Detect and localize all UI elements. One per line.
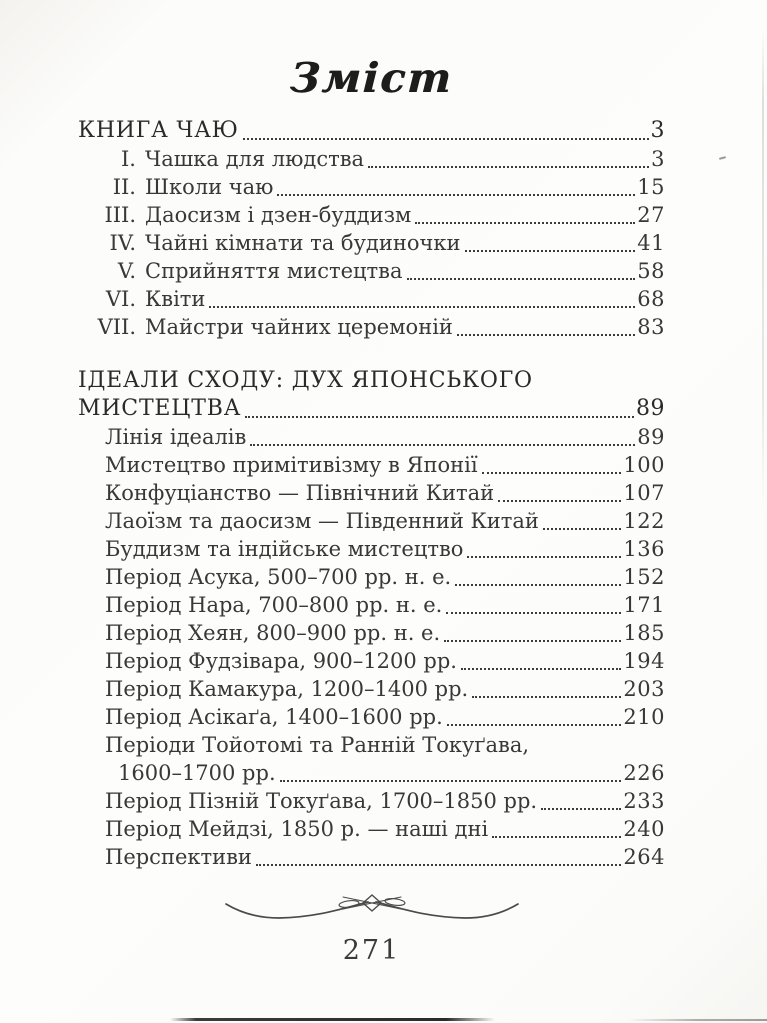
entry-label: Перспективи [105,845,252,870]
dot-leader [467,556,621,558]
entry-label: Майстри чайних церемоній [145,315,453,340]
entry-page-number: 226 [623,761,665,786]
entry-numeral: I. [121,147,136,172]
dot-leader [457,334,635,336]
toc-entry [105,479,665,507]
dot-leader [543,528,621,530]
dot-leader [209,306,635,308]
entry-page-number: 107 [623,481,665,506]
entry-label: Сприйняття мистецтва [145,259,403,284]
entry-label: Період Нара, 700–800 рр. н. е. [105,593,443,618]
toc-entry [105,507,665,535]
entry-numeral: IV. [109,231,136,256]
entry-numeral: VII. [97,315,136,340]
dot-leader [446,612,621,614]
toc-entry-wrapped-line2 [118,759,665,787]
entry-label: Лінія ідеалів [105,425,247,450]
toc-entry [105,703,665,731]
entry-label: Чашка для людства [145,147,365,172]
dot-leader [541,808,621,810]
dot-leader [415,222,635,224]
toc-entry [105,423,665,451]
entry-page-number: 203 [623,677,665,702]
entry-label: Період Фудзівара, 900–1200 рр. [105,649,457,674]
dot-leader [444,640,621,642]
toc-section-heading-line2 [78,395,665,423]
entry-page-number: 68 [637,287,665,312]
section-heading-label: КНИГА ЧАЮ [78,118,239,144]
entry-numeral: III. [104,203,136,228]
entry-label: Чайні кімнати та будиночки [145,231,461,256]
dot-leader [465,250,636,252]
dot-leader [245,416,634,418]
entry-label: Період Асука, 500–700 рр. н. е. [105,565,452,590]
entry-label: Період Камакура, 1200–1400 рр. [105,677,469,702]
section-page-number: 3 [650,118,665,144]
toc-entry [105,815,665,843]
toc-entry [78,145,665,173]
flourish-icon [222,889,522,929]
toc-entry-wrapped-line1: Періоди Тойотомі та Ранній Токуґава, [105,733,530,758]
entry-numeral: V. [117,259,136,284]
entry-page-number: 185 [623,621,665,646]
entry-label: Період Мейдзі, 1850 р. — наші дні [105,817,489,842]
dot-leader [368,166,649,168]
entry-page-number: 264 [623,845,665,870]
bottom-edge-line-right [628,1019,767,1021]
dot-leader [472,696,621,698]
entry-page-number: 233 [623,789,665,814]
entry-label: Буддизм та індійське мистецтво [105,537,464,562]
dot-leader [482,472,622,474]
entry-page-number: 3 [651,147,665,172]
folio-page-number: 271 [342,935,401,967]
entry-page-number: 122 [623,509,665,534]
toc-entry [105,647,665,675]
toc-entry [105,591,665,619]
entry-label: Період Пізній Токуґава, 1700–1850 рр. [105,789,538,814]
dot-leader [455,584,621,586]
toc-section-heading-line1: ІДЕАЛИ СХОДУ: ДУХ ЯПОНСЬКОГО [78,368,533,394]
dot-leader [250,444,635,446]
toc-entry [105,675,665,703]
toc-entry [78,285,665,313]
toc-entry [105,619,665,647]
toc-entry [78,173,665,201]
toc-entry [78,229,665,257]
entry-page-number: 89 [637,425,665,450]
toc-entry [78,201,665,229]
entry-label: Квіти [145,287,206,312]
entry-numeral: VI. [105,287,136,312]
dot-leader [498,500,621,502]
dot-leader [243,138,649,140]
page-title: Зміст [289,54,455,102]
entry-page-number: 83 [637,315,665,340]
entry-page-number: 41 [637,231,665,256]
toc-entry [105,787,665,815]
section-gap [78,341,665,367]
entry-label: Даосизм і дзен-буддизм [145,203,412,228]
dot-leader [280,780,622,782]
entry-page-number: 58 [637,259,665,284]
bottom-edge-line [170,1018,495,1021]
dot-leader [277,194,635,196]
entry-label: Мистецтво примітивізму в Японії [105,453,478,478]
toc-entry [105,563,665,591]
entry-page-number: 171 [623,593,665,618]
toc-entry [105,843,665,871]
entry-numeral: II. [112,175,136,200]
toc-entry [105,451,665,479]
entry-page-number: 210 [623,705,665,730]
dot-leader [461,668,621,670]
entry-page-number: 15 [637,175,665,200]
entry-page-number: 240 [623,817,665,842]
entry-label: 1600–1700 рр. [118,761,276,786]
dot-leader [256,864,621,866]
entry-page-number: 194 [623,649,665,674]
page-edge-shadow [762,30,764,510]
toc-section-heading [78,117,665,145]
ornament-flourish [78,889,665,931]
entry-label: Школи чаю [145,175,274,200]
entry-page-number: 27 [637,203,665,228]
dot-leader [407,278,636,280]
entry-page-number: 152 [623,565,665,590]
toc-entry [78,313,665,341]
entry-label: Конфуціанство — Північний Китай [105,481,495,506]
dot-leader [447,724,622,726]
toc-entry [78,257,665,285]
entry-label: Період Хеян, 800–900 рр. н. е. [105,621,441,646]
entry-label: Лаоїзм та даосизм — Південний Китай [105,509,539,534]
entry-page-number: 100 [623,453,665,478]
section-page-number: 89 [636,396,665,422]
section-heading-label: МИСТЕЦТВА [78,396,242,422]
entry-label: Період Асікаґа, 1400–1600 рр. [105,705,443,730]
toc-entry [105,535,665,563]
table-of-contents [78,117,665,871]
dot-leader [492,836,621,838]
entry-page-number: 136 [623,537,665,562]
